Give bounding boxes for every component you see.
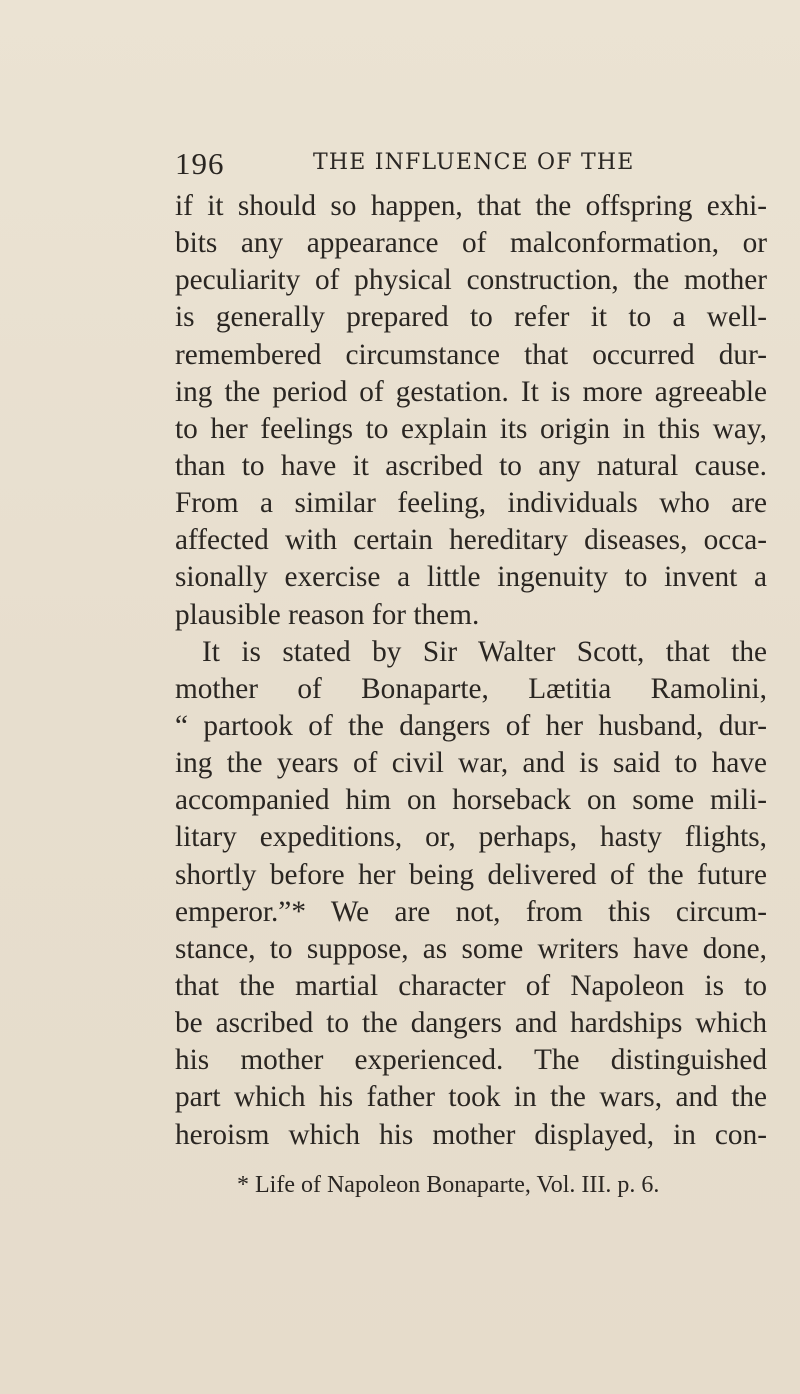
- text-line: be ascribed to the dangers and hardships which: [175, 1007, 767, 1040]
- text-line: “ partook of the dangers of her husband, dur-: [175, 709, 767, 742]
- text-line: emperor.”* We are not, from this circum-: [175, 895, 767, 928]
- text-line: plausible reason for them.: [175, 598, 480, 631]
- text-line: From a similar feeling, individuals who are: [175, 487, 767, 520]
- running-head: THE INFLUENCE OF THE: [313, 150, 635, 175]
- text-line: shortly before her being delivered of the future: [175, 858, 767, 891]
- footnote: * Life of Napoleon Bonaparte, Vol. III. p. 6.: [237, 1172, 660, 1198]
- text-line: bits any appearance of malconformation, or: [175, 227, 767, 260]
- text-line: mother of Bonaparte, Lætitia Ramolini,: [175, 672, 767, 705]
- page-number: 196: [175, 146, 225, 181]
- text-line: if it should so happen, that the offspring exhi-: [175, 190, 767, 222]
- text-line: to her feelings to explain its origin in this way,: [175, 412, 767, 445]
- text-line: accompanied him on horseback on some mili-: [175, 784, 767, 817]
- text-line: sionally exercise a little ingenuity to invent a: [175, 561, 767, 594]
- text-line: remembered circumstance that occurred dur-: [175, 338, 767, 371]
- text-line: that the martial character of Napoleon is to: [175, 969, 767, 1002]
- text-line: his mother experienced. The distinguished: [175, 1044, 767, 1077]
- page-header: [175, 146, 775, 182]
- text-line: than to have it ascribed to any natural cause.: [175, 449, 767, 482]
- text-line: stance, to suppose, as some writers have done,: [175, 932, 767, 965]
- text-line: is generally prepared to refer it to a well-: [175, 301, 767, 334]
- text-line: heroism which his mother displayed, in con-: [175, 1118, 767, 1151]
- text-line: affected with certain hereditary diseases, occa-: [175, 524, 767, 557]
- text-line: litary expeditions, or, perhaps, hasty flights,: [175, 821, 767, 854]
- text-line: peculiarity of physical construction, the mother: [175, 264, 767, 297]
- text-line: ing the period of gestation. It is more agreeable: [175, 375, 767, 408]
- text-line: ing the years of civil war, and is said to have: [175, 747, 767, 780]
- body-text: [175, 188, 767, 1154]
- text-line: It is stated by Sir Walter Scott, that the: [202, 635, 767, 668]
- text-line: part which his father took in the wars, and the: [175, 1081, 767, 1114]
